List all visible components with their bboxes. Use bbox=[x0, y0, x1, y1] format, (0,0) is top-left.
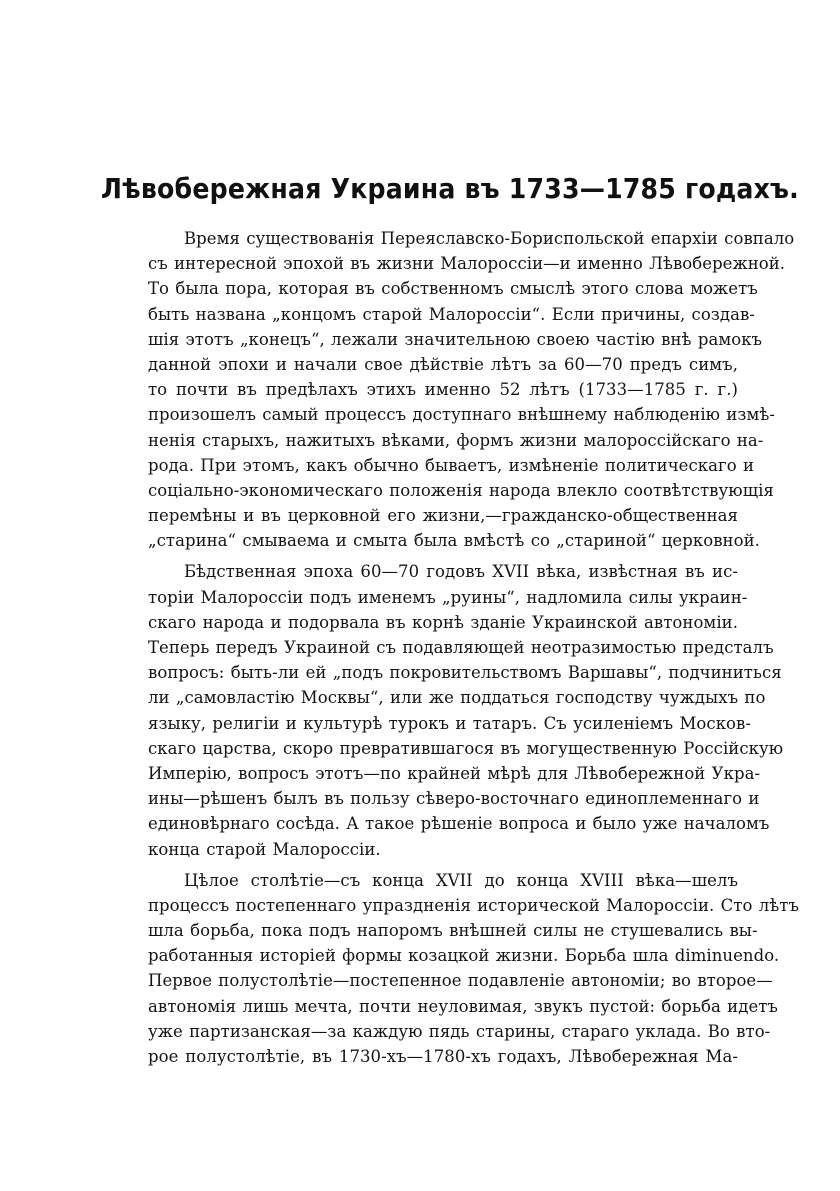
text-line: произошелъ самый процессъ доступнаго внѣшнему наблюденію измѣ- bbox=[148, 405, 775, 425]
text-line: съ интересной эпохой въ жизни Малороссіи—и именно Лѣвобережной. bbox=[148, 254, 786, 274]
text-line: данной эпохи и начали свое дѣйствіе лѣтъ за 60—70 предъ симъ, bbox=[148, 354, 738, 374]
text-line: Бѣдственная эпоха 60—70 годовъ XVII вѣка, извѣстная въ ис- bbox=[184, 562, 738, 582]
paragraph bbox=[148, 868, 800, 1070]
text-line: Теперь передъ Украиной съ подавляющей неотразимостью предсталъ bbox=[148, 638, 774, 657]
text-line: автономія лишь мечта, почти неуловимая, звукъ пустой: борьба идетъ bbox=[148, 996, 778, 1016]
text-line: единовѣрнаго сосѣда. А такое рѣшеніе вопроса и было уже началомъ bbox=[148, 814, 770, 834]
text-line: „старина“ смываема и смыта была вмѣстѣ со „стариной“ церковной. bbox=[148, 531, 760, 551]
text-line: скаго царства, скоро превратившагося въ могущественную Россійскую bbox=[148, 738, 784, 758]
text-line: Цѣлое столѣтіе—съ конца XVII до конца XVIII вѣка—шелъ bbox=[184, 870, 738, 890]
text-line: ины—рѣшенъ былъ въ пользу сѣверо-восточнаго единоплеменнаго и bbox=[148, 789, 760, 809]
text-line: быть названа „концомъ старой Малороссіи“. Если причины, создав- bbox=[148, 304, 755, 324]
page-title: Лѣвобережная Украина въ 1733—1785 годахъ. bbox=[101, 172, 799, 205]
paragraph bbox=[148, 559, 784, 861]
text-line: процессъ постепеннаго упраздненія исторической Малороссіи. Сто лѣтъ bbox=[148, 895, 800, 915]
text-line: рода. При этомъ, какъ обычно бываетъ, измѣненіе политическаго и bbox=[148, 455, 755, 475]
text-line: рое полустолѣтіе, въ 1730-хъ—1780-хъ годахъ, Лѣвобережная Ма- bbox=[148, 1047, 738, 1066]
text-line: ли „самовластію Москвы“, или же поддаться господству чуждыхъ по bbox=[148, 688, 766, 708]
text-line: Время существованія Переяславско-Бориспольской епархіи совпало bbox=[184, 229, 795, 248]
text-line: шія этотъ „конецъ“, лежали значительною своею частію внѣ рамокъ bbox=[148, 329, 763, 349]
text-line: работанныя исторіей формы козацкой жизни. Борьба шла diminuendo. bbox=[148, 946, 780, 966]
body-text bbox=[148, 226, 800, 1069]
text-line: перемѣны и въ церковной его жизни,—гражданско-общественная bbox=[148, 506, 738, 526]
text-line: Первое полустолѣтіе—постепенное подавленіе автономіи; во второе— bbox=[148, 971, 773, 991]
text-line: ненія старыхъ, нажитыхъ вѣками, формъ жизни малороссійскаго на- bbox=[148, 430, 764, 450]
text-line: торіи Малороссіи подъ именемъ „руины“, надломила силы украин- bbox=[148, 587, 748, 607]
text-line: скаго народа и подорвала въ корнѣ зданіе Украинской автономіи. bbox=[148, 612, 738, 632]
text-line: шла борьба, пока подъ напоромъ внѣшней силы не стушевались вы- bbox=[148, 921, 758, 941]
text-line: Имперію, вопросъ этотъ—по крайней мѣрѣ для Лѣвобережной Укра- bbox=[148, 763, 761, 783]
text-line: вопросъ: быть-ли ей „подъ покровительствомъ Варшавы“, подчиниться bbox=[148, 663, 782, 683]
text-line: уже партизанская—за каждую пядь старины, стараго уклада. Во вто- bbox=[148, 1021, 771, 1041]
text-line: То была пора, которая въ собственномъ смыслѣ этого слова можетъ bbox=[148, 279, 758, 299]
paragraph bbox=[148, 226, 795, 553]
text-line: соціально-экономическаго положенія народа влекло соотвѣтствующія bbox=[148, 480, 774, 500]
text-line: конца старой Малороссіи. bbox=[148, 839, 381, 859]
text-line: то почти въ предѣлахъ этихъ именно 52 лѣтъ (1733—1785 г. г.) bbox=[148, 380, 738, 400]
text-line: языку, религіи и культурѣ турокъ и татаръ. Съ усиленіемъ Москов- bbox=[148, 713, 752, 733]
